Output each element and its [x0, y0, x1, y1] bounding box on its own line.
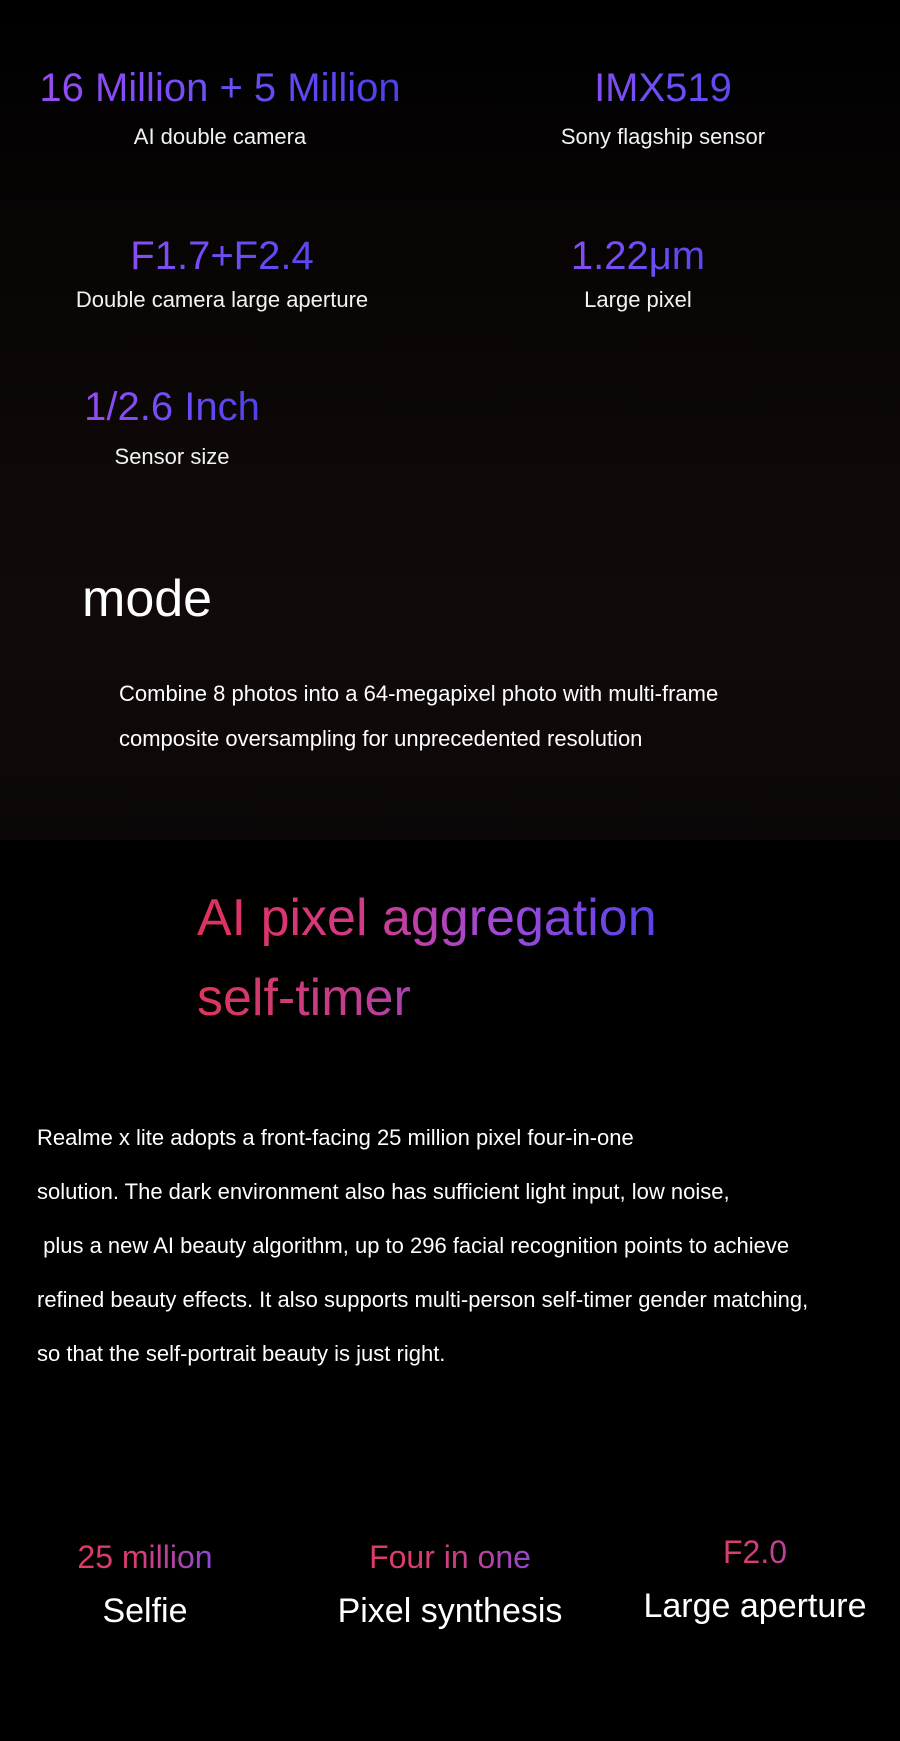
ai-section-body	[37, 1111, 877, 1381]
body-line: so that the self-portrait beauty is just right.	[37, 1341, 446, 1366]
body-line: solution. The dark environment also has sufficient light input, low noise,	[37, 1179, 730, 1204]
spec-label: Sensor size	[114, 444, 230, 469]
ai-heading-line-2: self-timer	[197, 958, 657, 1038]
spec-label: Sony flagship sensor	[560, 124, 766, 149]
spec-sensor-size	[72, 383, 272, 471]
feature-value: Four in one	[330, 1537, 570, 1577]
spec-label: AI double camera	[133, 124, 307, 149]
spec-value: IMX519	[513, 64, 813, 112]
feature-selfie	[60, 1537, 230, 1633]
body-line: Realme x lite adopts a front-facing 25 million pixel four-in-one	[37, 1125, 634, 1150]
mode-description	[119, 671, 819, 761]
mode-heading: mode	[82, 570, 213, 628]
feature-label: Pixel synthesis	[337, 1592, 563, 1630]
feature-pixel-synthesis	[330, 1537, 570, 1633]
body-line: plus a new AI beauty algorithm, up to 296 facial recognition points to achieve	[37, 1233, 790, 1258]
feature-label: Selfie	[102, 1592, 188, 1630]
body-line: refined beauty effects. It also supports multi-person self-timer gender matching,	[37, 1287, 809, 1312]
mode-description-line: Combine 8 photos into a 64-megapixel photo with multi-frame	[119, 681, 719, 706]
feature-aperture	[630, 1532, 880, 1628]
spec-label: Double camera large aperture	[75, 287, 369, 312]
feature-value: F2.0	[630, 1532, 880, 1572]
ai-heading-line-1: AI pixel aggregation	[197, 878, 657, 958]
spec-label: Large pixel	[584, 287, 692, 312]
spec-value: 1/2.6 Inch	[72, 383, 272, 431]
spec-value: 16 Million + 5 Million	[25, 64, 415, 112]
feature-value: 25 million	[60, 1537, 230, 1577]
ai-section-heading	[197, 878, 657, 1038]
spec-sensor-model	[513, 64, 813, 151]
spec-value: F1.7+F2.4	[52, 232, 392, 280]
spec-pixel-size	[513, 232, 763, 314]
mode-description-line: composite oversampling for unprecedented resolution	[119, 726, 643, 751]
spec-aperture	[52, 232, 392, 314]
feature-label: Large aperture	[643, 1587, 867, 1625]
spec-value: 1.22μm	[513, 232, 763, 280]
spec-dual-camera	[25, 64, 415, 151]
